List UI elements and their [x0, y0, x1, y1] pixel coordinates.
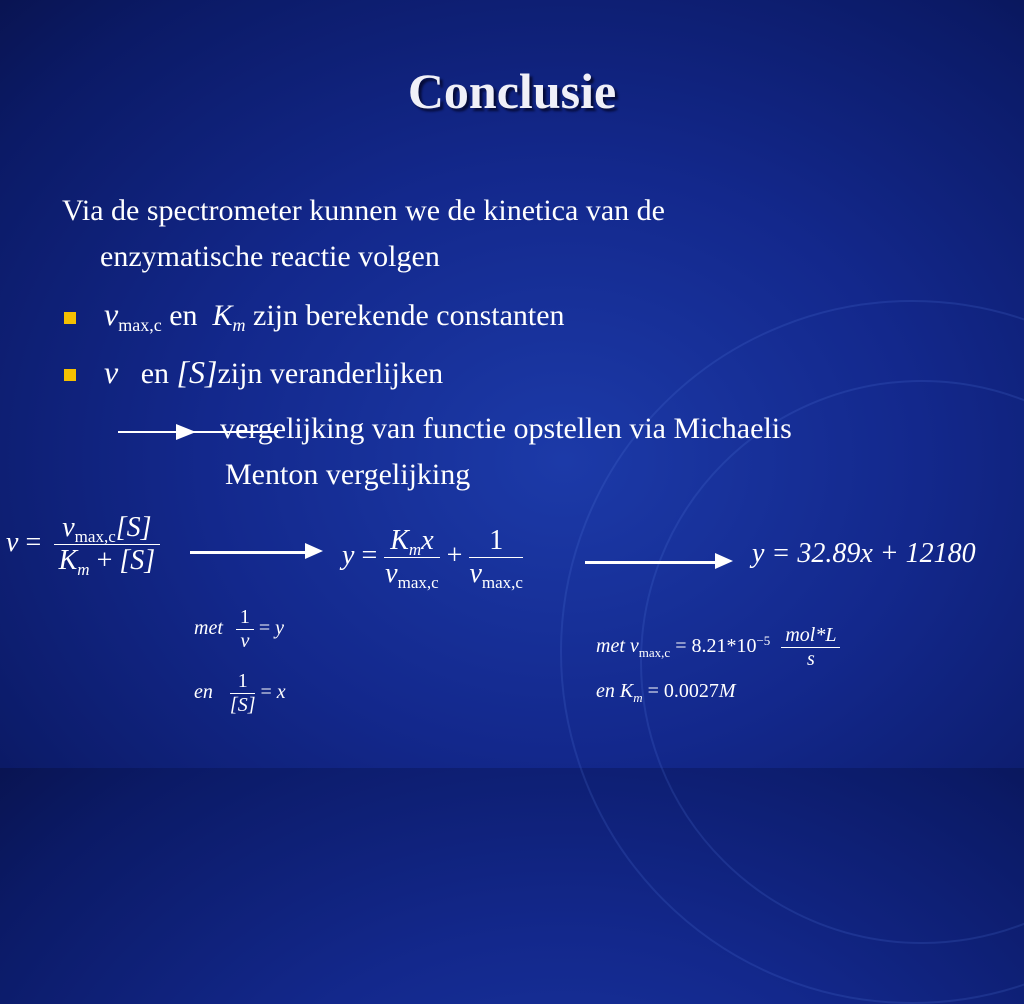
eq2-K-sub: m — [408, 539, 422, 559]
var-S-bracket: [S] — [176, 354, 218, 390]
word-en: en — [140, 357, 170, 390]
met2-unit-den: s — [806, 648, 815, 670]
eq1-den-K: K — [58, 545, 78, 576]
var-v: v — [104, 296, 119, 332]
equation-fitted-line: y = 32.89x + 12180 — [752, 538, 976, 569]
eq2-den-v-sub: max,c — [397, 572, 439, 592]
var-S: S — [188, 354, 205, 390]
slide-title: Conclusie — [407, 63, 617, 119]
eq1-fraction — [54, 512, 159, 577]
var-v-subscript: max,c — [118, 315, 162, 336]
en2-unit: M — [718, 680, 736, 702]
eq1-num-S-bracket: [S] — [115, 512, 152, 543]
met1-fraction — [236, 606, 254, 653]
eq2-term1-numerator — [384, 525, 439, 558]
met1-num: 1 — [236, 606, 254, 630]
arrow-text-line-1: vergelijking van functie opstellen via Michaelis — [220, 412, 792, 445]
en1-den-S: S — [237, 694, 248, 716]
eq1-num-v: v — [62, 512, 75, 543]
eq2-term1-denominator — [384, 558, 439, 590]
eq2-term2-den-v: v — [469, 558, 482, 589]
met1-rhs: y — [275, 617, 285, 640]
var-K: K — [212, 299, 233, 332]
en1-fraction — [230, 670, 256, 717]
eq2-lhs: y — [342, 539, 355, 571]
eq2-term2-denominator — [469, 558, 523, 590]
bullet-square-icon — [64, 369, 76, 381]
word-en: en — [169, 299, 198, 332]
arrow-line — [190, 551, 305, 554]
en2-K-sub: m — [633, 689, 643, 705]
eq1-den-K-sub: m — [77, 559, 90, 579]
met2-v: v — [629, 635, 639, 658]
eq2-equals: = — [361, 539, 378, 571]
eq1-denominator — [54, 545, 159, 577]
eq2-plus: + — [446, 539, 463, 571]
en1-rhs: x — [276, 681, 286, 704]
en1-num: 1 — [230, 670, 256, 694]
en1-den: [S] — [229, 694, 256, 716]
equation-michaelis-menten — [6, 512, 160, 577]
en2-equals: = — [647, 680, 659, 702]
eq1-den-plus: + — [96, 545, 113, 576]
bullet2-text: zijn veranderlijken — [217, 357, 444, 390]
bullet-constants — [104, 296, 565, 336]
definition-x — [194, 670, 286, 717]
met2-equals: = — [675, 635, 687, 658]
eq1-lhs: v — [6, 526, 19, 558]
met2-word: met — [596, 635, 625, 658]
en1-word: en — [194, 681, 213, 704]
eq1-num-S: S — [126, 512, 141, 543]
en2-word: en — [596, 680, 615, 702]
eq1-num-v-sub: max,c — [74, 526, 116, 546]
equation-lineweaver-burk — [342, 525, 523, 590]
met2-value: 8.21*10 — [691, 635, 757, 658]
met2-v-sub: max,c — [638, 644, 671, 660]
eq1-equals: = — [25, 526, 42, 558]
eq2-den-v: v — [385, 558, 398, 589]
var-K-subscript: m — [232, 315, 246, 336]
eq1-numerator — [54, 512, 159, 545]
en1-equals: = — [260, 681, 272, 704]
eq1-den-S: S — [130, 545, 145, 576]
met1-den: v — [240, 630, 250, 652]
en2-K: K — [619, 680, 634, 702]
eq2-K: K — [390, 525, 409, 556]
arrow-right-icon — [305, 543, 323, 559]
met1-word: met — [194, 617, 223, 640]
met1-equals: = — [258, 617, 271, 640]
en2-value: 0.0027 — [663, 680, 719, 702]
intro-line-1: Via de spectrometer kunnen we de kinetica van de — [62, 194, 665, 227]
result-km — [596, 680, 736, 703]
eq2-term2 — [469, 525, 523, 590]
bullet-square-icon — [64, 312, 76, 324]
definition-y — [194, 606, 284, 653]
met2-unit-fraction — [781, 624, 840, 671]
arrow-text-line-2: Menton vergelijking — [225, 458, 471, 491]
var-v: v — [104, 354, 119, 390]
eq2-term1 — [384, 525, 439, 590]
eq1-den-S-bracket: [S] — [119, 545, 156, 576]
met2-unit-num: mol*L — [781, 624, 840, 648]
arrow-right-icon — [715, 553, 733, 569]
eq2-x: x — [421, 525, 434, 556]
met2-exponent: −5 — [756, 632, 771, 648]
eq2-term2-den-v-sub: max,c — [481, 572, 523, 592]
arrow-line — [585, 561, 715, 564]
intro-line-2: enzymatische reactie volgen — [100, 240, 440, 273]
result-vmax — [596, 624, 840, 671]
eq2-term2-numerator: 1 — [469, 525, 523, 558]
arrow-right-icon — [176, 424, 196, 440]
bullet-variables — [104, 354, 443, 391]
bullet1-text: zijn berekende constanten — [253, 299, 565, 332]
